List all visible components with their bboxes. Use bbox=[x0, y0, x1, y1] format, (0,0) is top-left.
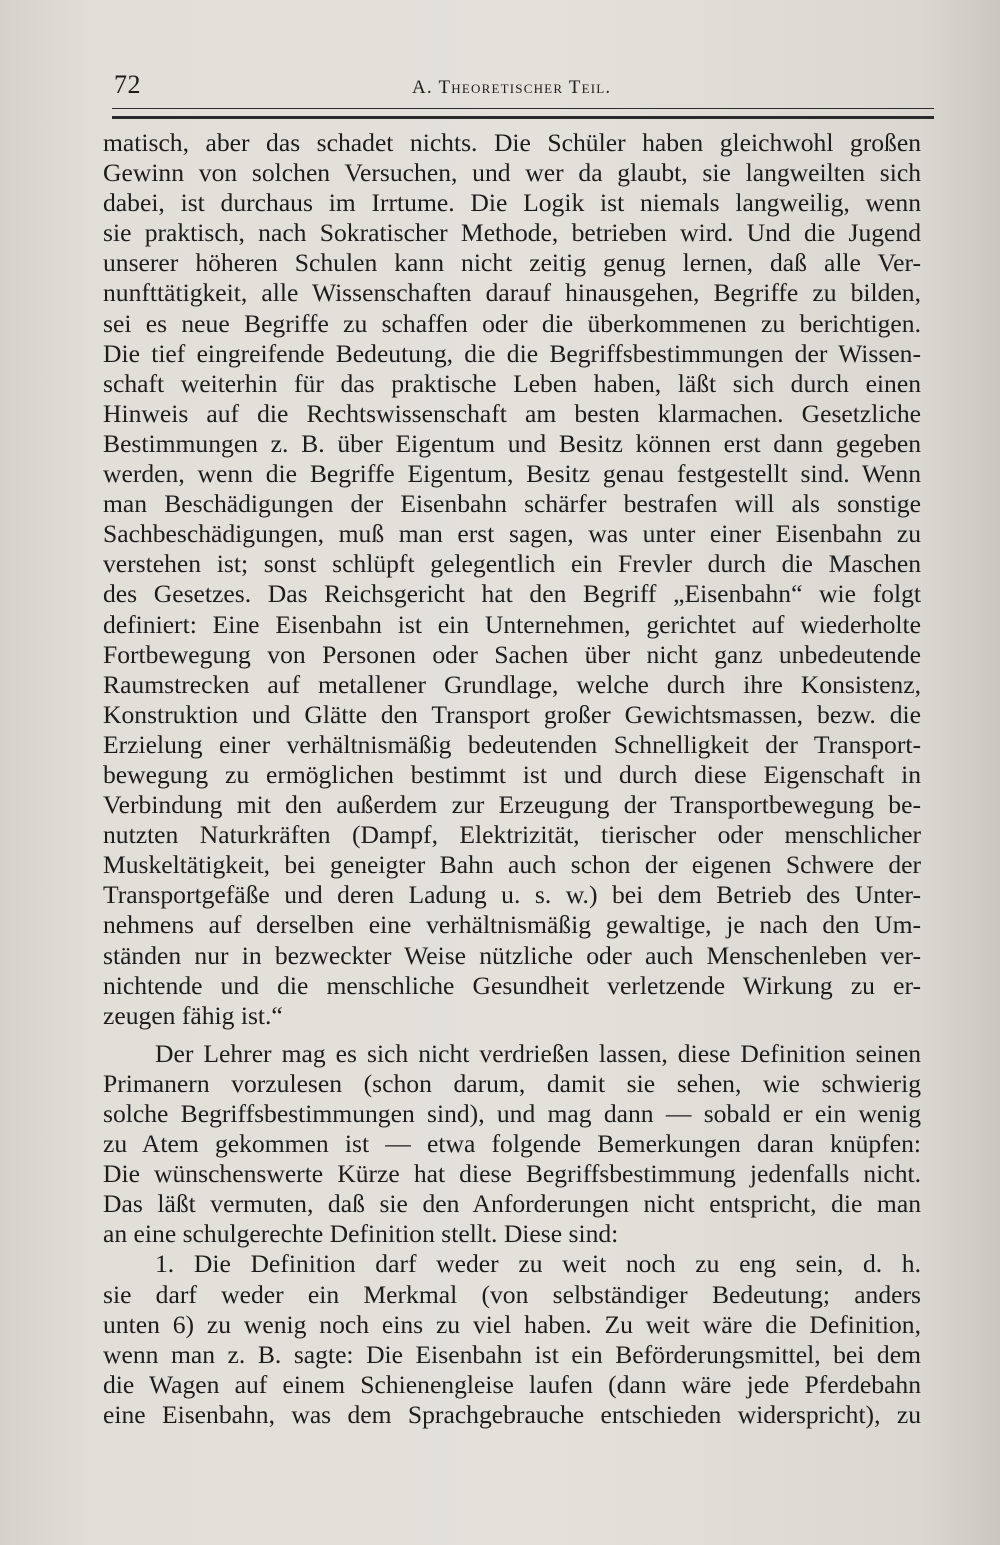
text-line: Muskeltätigkeit, bei geneigter Bahn auch schon der eigenen Schwere der bbox=[103, 850, 921, 880]
text-line: Sachbeschädigungen, muß man erst sagen, was unter einer Eisenbahn zu bbox=[103, 519, 921, 549]
text-line: Gewinn von solchen Versuchen, und wer da glaubt, sie langweilten sich bbox=[103, 158, 921, 188]
text-line: dabei, ist durchaus im Irrtume. Die Logik ist niemals langweilig, wenn bbox=[103, 188, 921, 218]
page-header bbox=[112, 66, 934, 106]
text-line: Erzielung einer verhältnismäßig bedeutenden Schnelligkeit der Transport- bbox=[103, 729, 921, 759]
text-line: Die tief eingreifende Bedeutung, die die Begriffsbestimmungen der Wissen- bbox=[103, 338, 921, 368]
text-line: zu Atem gekommen ist — etwa folgende Bemerkungen daran knüpfen: bbox=[103, 1129, 921, 1159]
text-line: nehmens auf derselben eine verhältnismäßig gewaltige, je nach den Um- bbox=[103, 910, 921, 940]
text-line: definiert: Eine Eisenbahn ist ein Unternehmen, gerichtet auf wiederholte bbox=[103, 609, 921, 639]
text-line: Hinweis auf die Rechtswissenschaft am besten klarmachen. Gesetzliche bbox=[103, 398, 921, 428]
text-line: Der Lehrer mag es sich nicht verdrießen lassen, diese Definition seinen bbox=[155, 1038, 921, 1068]
text-line: Fortbewegung von Personen oder Sachen über nicht ganz unbedeutende bbox=[103, 639, 921, 669]
text-line: des Gesetzes. Das Reichsgericht hat den Begriff „Eisenbahn“ wie folgt bbox=[103, 579, 921, 609]
text-line: Verbindung mit den außerdem zur Erzeugung der Transportbewegung be- bbox=[103, 790, 921, 820]
page-number: 72 bbox=[114, 70, 141, 99]
text-line: Transportgefäße und deren Ladung u. s. w.) bei dem Betrieb des Unter- bbox=[103, 880, 921, 910]
text-line: sie praktisch, nach Sokratischer Methode, betrieben wird. Und die Jugend bbox=[103, 218, 921, 248]
text-line: sie darf weder ein Merkmal (von selbständiger Bedeutung; anders bbox=[103, 1279, 921, 1309]
text-line: nutzten Naturkräften (Dampf, Elektrizität, tierischer oder menschlicher bbox=[103, 820, 921, 850]
text-line: unserer höheren Schulen kann nicht zeitig genug lernen, daß alle Ver- bbox=[103, 248, 921, 278]
text-line: verstehen ist; sonst schlüpft gelegentlich ein Frevler durch die Maschen bbox=[103, 549, 921, 579]
text-line: solche Begriffsbestimmungen sind), und mag dann — sobald er ein wenig bbox=[103, 1099, 921, 1128]
text-line: die Wagen auf einem Schienengleise laufen (dann wäre jede Pferdebahn bbox=[103, 1369, 921, 1399]
text-line: 1. Die Definition darf weder zu weit noch zu eng sein, d. h. bbox=[155, 1249, 921, 1279]
text-line: zeugen fähig ist.“ bbox=[103, 1000, 283, 1030]
text-line: Raumstrecken auf metallener Grundlage, welche durch ihre Konsistenz, bbox=[103, 669, 921, 699]
text-line: unten 6) zu wenig noch eins zu viel haben. Zu weit wäre die Definition, bbox=[103, 1309, 921, 1339]
text-line: werden, wenn die Begriffe Eigentum, Besitz genau festgestellt sind. Wenn bbox=[103, 459, 921, 489]
text-line: an eine schulgerechte Definition stellt. Diese sind: bbox=[103, 1219, 619, 1249]
running-head: A. Theoretischer Teil. bbox=[412, 77, 612, 98]
text-line: bewegung zu ermöglichen bestimmt ist und durch diese Eigenschaft in bbox=[103, 759, 921, 789]
text-line: Konstruktion und Glätte den Transport großer Gewichtsmassen, bezw. die bbox=[103, 699, 921, 729]
text-line: ständen nur in bezweckter Weise nützliche oder auch Menschenleben ver- bbox=[103, 940, 921, 970]
text-line: nunfttätigkeit, alle Wissenschaften darauf hinausgehen, Begriffe zu bilden, bbox=[103, 278, 921, 308]
text-line: wenn man z. B. sagte: Die Eisenbahn ist ein Beförderungsmittel, bei dem bbox=[103, 1339, 921, 1369]
text-line: matisch, aber das schadet nichts. Die Schüler haben gleichwohl großen bbox=[103, 128, 921, 157]
body-text bbox=[103, 128, 921, 1430]
header-rule-thin bbox=[112, 108, 934, 109]
text-line: eine Eisenbahn, was dem Sprachgebrauche entschieden widerspricht), zu bbox=[103, 1399, 921, 1429]
text-line: Das läßt vermuten, daß sie den Anforderungen nicht entspricht, die man bbox=[103, 1189, 921, 1219]
text-line: schaft weiterhin für das praktische Leben haben, läßt sich durch einen bbox=[103, 368, 921, 398]
text-line: nichtende und die menschliche Gesundheit verletzende Wirkung zu er- bbox=[103, 970, 921, 1000]
text-line: Bestimmungen z. B. über Eigentum und Besitz können erst dann gegeben bbox=[103, 428, 921, 458]
text-line: sei es neue Begriffe zu schaffen oder die überkommenen zu berichtigen. bbox=[103, 308, 921, 338]
text-line: man Beschädigungen der Eisenbahn schärfer bestrafen will als sonstige bbox=[103, 489, 921, 519]
header-rule-thick bbox=[112, 116, 934, 119]
text-line: Primanern vorzulesen (schon darum, damit sie sehen, wie schwierig bbox=[103, 1068, 921, 1098]
text-line: Die wünschenswerte Kürze hat diese Begriffsbestimmung jedenfalls nicht. bbox=[103, 1159, 921, 1189]
